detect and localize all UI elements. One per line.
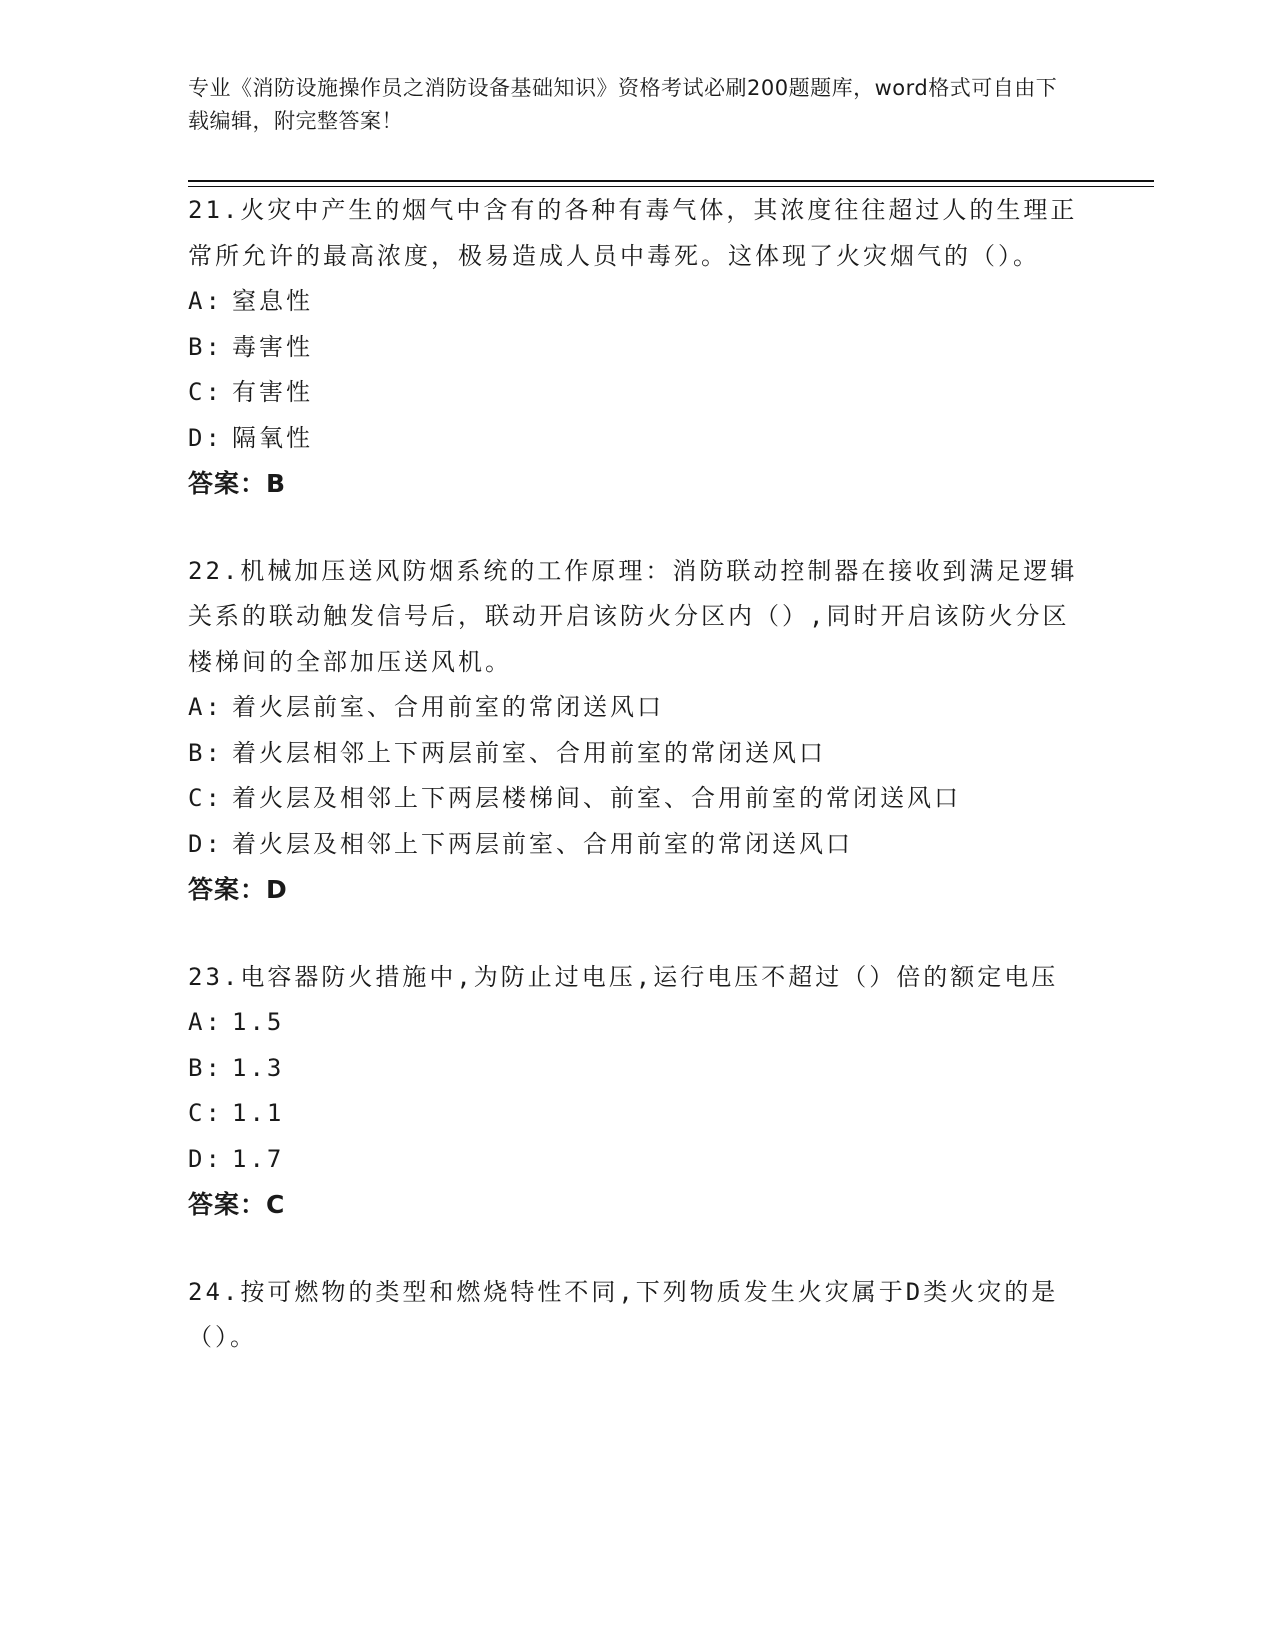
question-list: [188, 188, 1088, 1403]
question-text: 23.电容器防火措施中,为防止过电压,运行电压不超过（）倍的额定电压: [188, 962, 1059, 991]
option-text: 着火层前室、合用前室的常闭送风口: [232, 693, 664, 721]
header-divider-thick: [188, 180, 1154, 182]
option-b: [188, 731, 1088, 777]
option-a: [188, 279, 1088, 325]
option-a: [188, 685, 1088, 731]
option-letter: C:: [188, 1099, 223, 1127]
option-c: [188, 776, 1088, 822]
header-divider-thin: [188, 186, 1154, 187]
question-text: 21.火灾中产生的烟气中含有的各种有毒气体，其浓度往往超过人的生理正常所允许的最高浓度，极易造成人员中毒死。这体现了火灾烟气的（）。: [188, 196, 1078, 270]
option-text: 毒害性: [232, 332, 313, 361]
question-text: 24.按可燃物的类型和燃烧特性不同,下列物质发生火灾属于D类火灾的是（）。: [188, 1277, 1059, 1351]
question-22: [188, 549, 1088, 913]
option-letter: D:: [188, 829, 223, 858]
option-letter: A:: [188, 287, 223, 315]
option-text: 隔氧性: [232, 423, 313, 452]
answer-label: 答案：D: [188, 875, 288, 904]
option-d: [188, 822, 1088, 868]
option-letter: C:: [188, 378, 223, 406]
option-letter: A:: [188, 1008, 223, 1036]
option-d: [188, 416, 1088, 462]
option-c: [188, 370, 1088, 416]
option-letter: D:: [188, 423, 223, 452]
question-23: [188, 955, 1088, 1228]
document-header: 专业《消防设施操作员之消防设备基础知识》资格考试必刷200题题库，word格式可自由下载编辑，附完整答案！: [188, 76, 1058, 133]
option-letter: C:: [188, 784, 223, 812]
option-b: [188, 1046, 1088, 1092]
option-d: [188, 1137, 1088, 1183]
option-a: [188, 1000, 1088, 1046]
option-text: 1.7: [232, 1144, 285, 1173]
option-letter: B:: [188, 1053, 223, 1082]
option-text: 1.3: [232, 1053, 285, 1082]
option-c: [188, 1091, 1088, 1137]
option-letter: B:: [188, 332, 223, 361]
option-b: [188, 325, 1088, 371]
option-letter: D:: [188, 1144, 223, 1173]
option-text: 有害性: [232, 378, 313, 406]
option-text: 着火层及相邻上下两层前室、合用前室的常闭送风口: [232, 829, 853, 858]
option-text: 着火层相邻上下两层前室、合用前室的常闭送风口: [232, 738, 826, 767]
option-letter: A:: [188, 693, 223, 721]
option-text: 1.5: [232, 1008, 285, 1036]
answer-label: 答案：B: [188, 469, 287, 498]
question-21: [188, 188, 1088, 507]
option-text: 窒息性: [232, 287, 313, 315]
question-text: 22.机械加压送风防烟系统的工作原理：消防联动控制器在接收到满足逻辑关系的联动触发信号后，联动开启该防火分区内（）,同时开启该防火分区楼梯间的全部加压送风机。: [188, 556, 1078, 676]
answer-label: 答案：C: [188, 1190, 286, 1219]
option-text: 着火层及相邻上下两层楼梯间、前室、合用前室的常闭送风口: [232, 784, 961, 812]
question-24: [188, 1270, 1088, 1361]
option-letter: B:: [188, 738, 223, 767]
option-text: 1.1: [232, 1099, 285, 1127]
